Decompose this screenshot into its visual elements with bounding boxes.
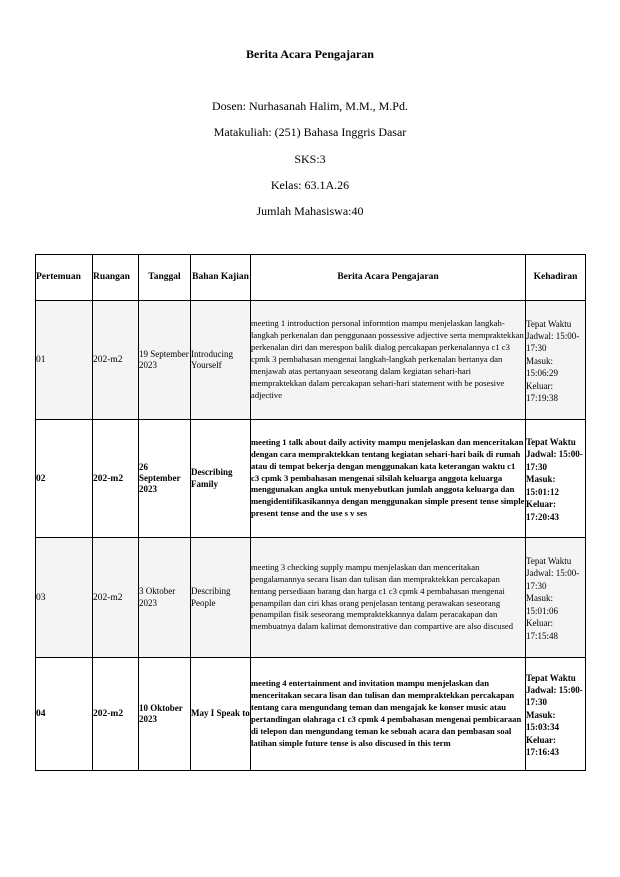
dosen-line: Dosen: Nurhasanah Halim, M.M., M.Pd.	[212, 99, 408, 113]
tanggal-cell: 26 September 2023	[139, 420, 191, 538]
attendance-keluar: Keluar: 17:19:38	[526, 380, 559, 404]
attendance-status: Tepat Waktu	[526, 437, 576, 448]
jumlah-mahasiswa-line: Jumlah Mahasiswa:40	[256, 204, 364, 218]
attendance-keluar: Keluar: 17:15:48	[526, 618, 559, 641]
attendance-keluar: Keluar: 17:20:43	[526, 499, 559, 522]
table-row	[36, 420, 586, 538]
kelas-line: Kelas: 63.1A.26	[270, 178, 350, 192]
attendance-masuk: Masuk: 15:03:34	[526, 709, 559, 733]
pertemuan-cell: 01	[36, 301, 93, 420]
table-row	[36, 301, 586, 420]
header-tanggal: Tanggal	[139, 255, 191, 301]
header-berita-acara: Berita Acara Pengajaran	[251, 255, 526, 301]
ruangan-cell: 202-m2	[93, 301, 139, 420]
ruangan-cell: 202-m2	[93, 420, 139, 538]
pertemuan-cell: 02	[36, 420, 93, 538]
table-row	[36, 658, 586, 771]
ruangan-cell: 202-m2	[93, 658, 139, 771]
attendance-masuk: Masuk: 15:06:29	[526, 355, 559, 379]
attendance-keluar: Keluar: 17:16:43	[526, 734, 559, 758]
pertemuan-cell: 03	[36, 538, 93, 658]
attendance-jadwal: Jadwal: 15:00-17:30	[526, 568, 580, 591]
header-pertemuan: Pertemuan	[36, 255, 93, 301]
header-bahan-kajian: Bahan Kajian	[191, 255, 251, 301]
kehadiran-cell	[526, 658, 586, 771]
ruangan-cell: 202-m2	[93, 538, 139, 658]
teaching-report-table	[35, 254, 586, 771]
pertemuan-cell: 04	[36, 658, 93, 771]
matakuliah-line: Matakuliah: (251) Bahasa Inggris Dasar	[213, 125, 407, 139]
bahan-kajian-cell: Introducing Yourself	[191, 301, 251, 420]
tanggal-cell: 10 Oktober 2023	[139, 658, 191, 771]
kehadiran-cell	[526, 420, 586, 538]
attendance-jadwal: Jadwal: 15:00-17:30	[526, 684, 583, 708]
attendance-jadwal: Jadwal: 15:00-17:30	[526, 449, 583, 472]
berita-acara-cell: meeting 1 talk about daily activity mampu menjelaskan dan menceritakan dengan cara mempraktekkan tentang kegiatan sehari-hari baik di rumah atau di tempat bekerja dengan menggunakan kata keterangan waktu c1 c3 cpmk 3 pembahasan mengenai silsilah keluarga anggota keluarga menggunakan angka untuk menyebutkan jumlah anggota keluarga dan mengidentifikasikannya dengan menggunakan simple present tense simple present tense and the use s v ses	[251, 420, 526, 538]
berita-acara-cell: meeting 1 introduction personal informtion mampu menjelaskan langkah-langkah perkenalan dan penggunaan possessive adjective serta mempraktekkan perkenalan diri dan merespon balik dialog percakapan perkenalannya c1 c3 cpmk 3 pembahasan mengenai langkah-langkah perkenalan bertanya dan menjawab atas pertanyaan seseorang dalam kegiatan sehari-hari mempraktekkan dalam percakapan sehari-hari statement with be posesive adjective	[251, 301, 526, 420]
kehadiran-cell	[526, 538, 586, 658]
attendance-jadwal: Jadwal: 15:00-17:30	[526, 330, 580, 354]
tanggal-cell: 3 Oktober 2023	[139, 538, 191, 658]
sks-line: SKS:3	[294, 152, 326, 166]
attendance-status: Tepat Waktu	[526, 672, 576, 683]
document-title: Berita Acara Pengajaran	[246, 47, 374, 61]
bahan-kajian-cell: Describing Family	[191, 420, 251, 538]
berita-acara-cell: meeting 4 entertainment and invitation mampu menjelaskan dan menceritakan secara lisan dan tulisan dan mempraktekkan percakapan tentang cara mengundang teman dan mengajak ke konser music atau pertandingan olahraga c1 c3 cpmk 4 pembahasan mengenai pembicaraan di telepon dan mengundang teman ke sebuah acara dan pembasan soal latihan simple future tense is also discused in this term	[251, 658, 526, 771]
tanggal-cell: 19 September 2023	[139, 301, 191, 420]
kehadiran-cell	[526, 301, 586, 420]
bahan-kajian-cell: May I Speak to	[191, 658, 251, 771]
header-kehadiran: Kehadiran	[526, 255, 586, 301]
attendance-status: Tepat Waktu	[526, 318, 572, 329]
bahan-kajian-cell: Describing People	[191, 538, 251, 658]
attendance-masuk: Masuk: 15:01:12	[526, 474, 559, 497]
attendance-status: Tepat Waktu	[526, 556, 572, 567]
attendance-masuk: Masuk: 15:01:06	[526, 593, 559, 616]
table-header-row	[36, 255, 586, 301]
header-ruangan: Ruangan	[93, 255, 139, 301]
table-row	[36, 538, 586, 658]
berita-acara-cell: meeting 3 checking supply mampu menjelaskan dan menceritakan pengalamannya secara lisan dan tulisan dan mempraktekkan percakapan tentang persediaan barang dan harga c1 c3 cpmk 4 pembahasan mengenai penampilan dan ciri khas orang penjelasan tentang perawakan seseorang penampilan fisik seseorang mempraktekkannya dalam peracakapan dan membuatnya dalam kalimat demonstrative dan compartive are also discused	[251, 538, 526, 658]
